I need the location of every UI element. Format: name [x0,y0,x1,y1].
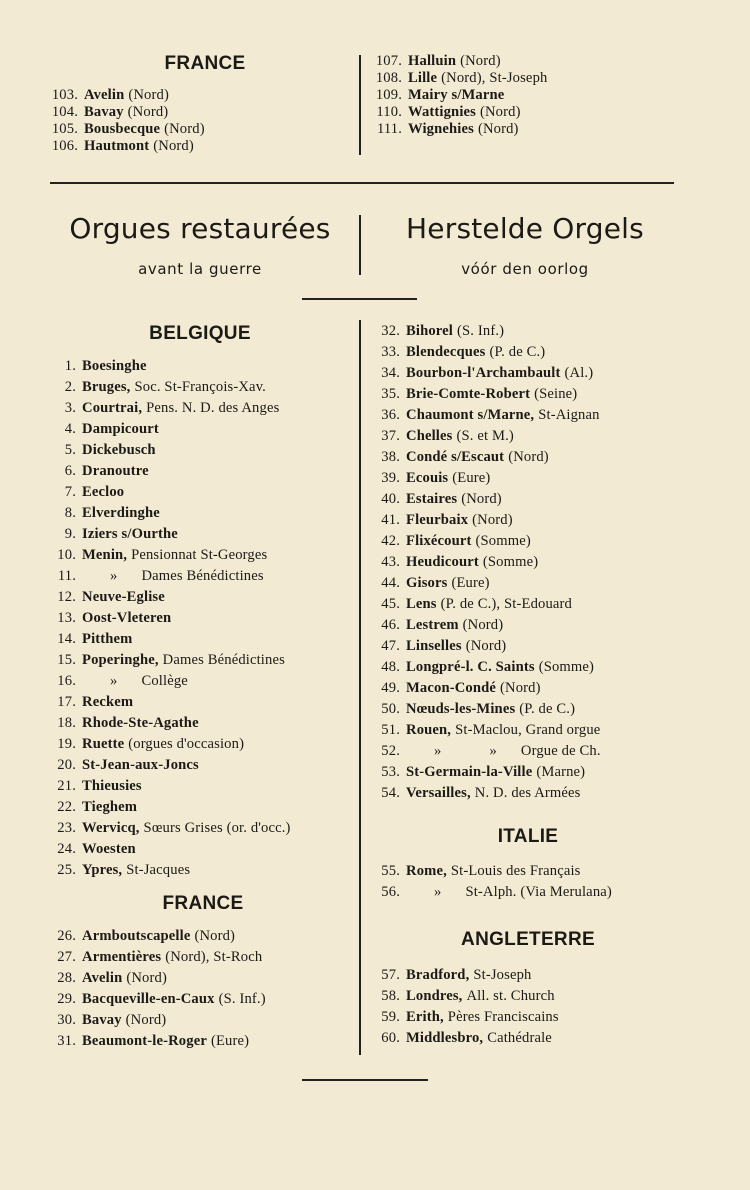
item-number: 26. [57,928,76,944]
list-item [374,104,547,121]
item-number: 11. [57,568,76,584]
item-number: 10. [57,547,76,563]
right-subtitle: vóór den oorlog [461,260,589,278]
ditto-mark: » [434,743,442,759]
item-number: 108. [375,70,402,86]
place-detail: (Somme) [538,659,595,675]
item-number: 5. [64,442,76,458]
place-name: Reckem [82,694,134,710]
place-detail: Pensionnat St-Georges [131,547,268,563]
item-number: 44. [381,575,400,591]
list-item [374,678,601,699]
place-name: Boesinghe [82,358,147,374]
place-name: Dranoutre [82,463,149,479]
place-name: Bourbon-l'Archambault [406,365,561,381]
list-item [50,356,291,377]
list-item [50,104,205,121]
item-number: 40. [381,491,400,507]
place-detail: St-Aignan [538,407,600,423]
item-number: 52. [381,743,400,759]
list-item [50,947,266,968]
list-item [374,384,601,405]
list-item [50,587,291,608]
item-number: 45. [381,596,400,612]
place-detail: (Nord) [508,449,549,465]
list-item [374,70,547,87]
place-name: Chelles [406,428,453,444]
list-item [50,692,291,713]
list-item [374,552,601,573]
item-number: 104. [51,104,78,120]
place-name: Wattignies [408,104,476,120]
place-detail: (P. de C.), St-Edouard [440,596,572,612]
place-detail: (P. de C.) [489,344,546,360]
item-number: 60. [381,1030,400,1046]
item-number: 50. [381,701,400,717]
place-name: Bavay [82,1012,122,1028]
place-detail: (Nord) [127,104,169,120]
place-name: Halluin [408,53,457,69]
list-item [374,121,547,138]
place-detail: (S. et M.) [456,428,514,444]
france-list [50,926,266,1052]
place-name: Rhode-Ste-Agathe [82,715,199,731]
item-number: 58. [381,988,400,1004]
place-name: Wignehies [408,121,474,137]
place-detail: Soc. St-François-Xav. [134,379,266,395]
item-number: 109. [375,87,402,103]
item-number: 107. [375,53,402,69]
list-item [374,573,601,594]
place-name: Gisors [406,575,448,591]
place-detail: (Seine) [534,386,578,402]
list-item [374,426,601,447]
place-detail: (Eure) [452,470,491,486]
place-detail: (Nord) [462,617,504,633]
place-name: Elverdinghe [82,505,160,521]
item-number: 56. [381,884,400,900]
item-number: 8. [64,505,76,521]
place-name: St-Jean-aux-Joncs [82,757,199,773]
item-number: 59. [381,1009,400,1025]
place-name: Fleurbaix [406,512,469,528]
belgique-list [50,356,291,881]
list-item [50,968,266,989]
place-name: Rome, [406,863,447,879]
item-number: 35. [381,386,400,402]
item-number: 53. [381,764,400,780]
place-detail: (S. Inf.) [218,991,266,1007]
item-number: 1. [64,358,76,374]
left-subtitle: avant la guerre [138,260,262,278]
italie-heading: ITALIE [497,826,559,847]
list-item [50,398,291,419]
place-detail: (Nord) [472,512,513,528]
place-detail: (Nord) [128,87,169,103]
list-item [50,797,291,818]
list-item [50,755,291,776]
france-heading: FRANCE [162,893,244,914]
item-number: 46. [381,617,400,633]
top-left-list [50,87,205,155]
place-detail: Cathédrale [487,1030,552,1046]
list-item [374,657,601,678]
list-item [374,53,547,70]
top-france-heading: FRANCE [164,53,246,74]
column-divider [359,320,361,1055]
item-number: 14. [57,631,76,647]
place-detail: Pens. N. D. des Anges [146,400,280,416]
item-number: 2. [64,379,76,395]
list-item [50,524,291,545]
place-detail: All. st. Church [466,988,555,1004]
place-name: Bavay [84,104,124,120]
italie-list [374,861,612,903]
item-number: 22. [57,799,76,815]
angleterre-list [374,965,559,1049]
list-item [50,138,205,155]
list-item [50,1010,266,1031]
list-item [50,1031,266,1052]
place-detail: Sœurs Grises (or. d'occ.) [143,820,291,836]
place-name: Menin, [82,547,128,563]
item-number: 34. [381,365,400,381]
list-item [374,741,601,762]
place-name: St-Germain-la-Ville [406,764,533,780]
place-name: Rouen, [406,722,452,738]
ditto-mark: » [110,568,118,584]
list-item [374,87,547,104]
place-detail: Dames Bénédictines [141,568,264,584]
place-detail: (Nord) [125,1012,167,1028]
item-number: 12. [57,589,76,605]
item-number: 29. [57,991,76,1007]
item-number: 43. [381,554,400,570]
item-number: 36. [381,407,400,423]
place-detail: St-Joseph [473,967,532,983]
list-item [374,531,601,552]
list-item [50,818,291,839]
place-name: Avelin [84,87,125,103]
place-detail: (Eure) [210,1033,250,1049]
item-number: 19. [57,736,76,752]
place-name: Tieghem [82,799,138,815]
item-number: 20. [57,757,76,773]
list-item [50,482,291,503]
item-number: 111. [376,121,402,137]
place-name: Bihorel [406,323,453,339]
place-name: Chaumont s/Marne, [406,407,535,423]
item-number: 48. [381,659,400,675]
item-number: 54. [381,785,400,801]
item-number: 41. [381,512,400,528]
list-item [50,87,205,104]
item-number: 106. [51,138,78,154]
list-item [50,671,291,692]
place-detail: (Marne) [536,764,586,780]
place-detail: (Nord) [461,491,502,507]
item-number: 47. [381,638,400,654]
top-right-list [374,53,547,138]
title-rule [302,298,417,300]
list-item [374,965,559,986]
place-name: Wervicq, [82,820,140,836]
place-name: Bacqueville-en-Caux [82,991,215,1007]
place-name: Brie-Comte-Robert [406,386,531,402]
place-name: Londres, [406,988,463,1004]
section-rule [50,182,674,184]
list-item [50,608,291,629]
item-number: 110. [376,104,402,120]
place-detail: N. D. des Armées [474,785,581,801]
place-name: Lens [406,596,437,612]
ditto-mark: » [489,743,497,759]
place-name: Iziers s/Ourthe [82,526,178,542]
place-name: Bradford, [406,967,470,983]
list-item [50,503,291,524]
place-detail: Pères Franciscains [447,1009,559,1025]
item-number: 23. [57,820,76,836]
place-name: Middlesbro, [406,1030,484,1046]
item-number: 13. [57,610,76,626]
place-name: Oost-Vleteren [82,610,172,626]
list-item [50,734,291,755]
list-item [50,566,291,587]
item-number: 6. [64,463,76,479]
top-column-divider [359,55,361,155]
place-name: Bruges, [82,379,131,395]
place-detail: (Somme) [475,533,531,549]
item-number: 55. [381,863,400,879]
place-name: Courtrai, [82,400,143,416]
list-item [374,447,601,468]
list-item [50,461,291,482]
place-detail: (Nord) [479,104,521,120]
item-number: 32. [381,323,400,339]
place-name: Longpré-l. C. Saints [406,659,535,675]
item-number: 28. [57,970,76,986]
place-name: Macon-Condé [406,680,497,696]
item-number: 9. [64,526,76,542]
place-detail: (Nord) [460,53,501,69]
item-number: 7. [64,484,76,500]
title-divider [359,215,361,275]
place-name: Dickebusch [82,442,156,458]
ditto-mark: » [110,673,118,689]
list-item [374,1028,559,1049]
list-item [50,419,291,440]
item-number: 4. [64,421,76,437]
left-title: Orgues restaurées [69,212,331,245]
place-detail: (orgues d'occasion) [128,736,245,752]
list-item [50,926,266,947]
place-detail: (Nord) [194,928,236,944]
place-name: Thieusies [82,778,142,794]
list-item [50,440,291,461]
list-item [374,363,601,384]
item-number: 17. [57,694,76,710]
place-name: Versailles, [406,785,471,801]
list-item [374,699,601,720]
angleterre-heading: ANGLETERRE [461,929,595,950]
place-name: Neuve-Eglise [82,589,165,605]
place-detail: Dames Bénédictines [162,652,285,668]
place-detail: Collège [141,673,188,689]
place-name: Ypres, [82,862,123,878]
list-item [50,121,205,138]
item-number: 38. [381,449,400,465]
ditto-mark: » [434,884,442,900]
place-name: Condé s/Escaut [406,449,505,465]
place-name: Lestrem [406,617,459,633]
place-name: Dampicourt [82,421,159,437]
list-item [50,776,291,797]
list-item [374,783,601,804]
list-item [374,405,601,426]
place-name: Pitthem [82,631,133,647]
item-number: 33. [381,344,400,360]
place-detail: (Nord) [465,638,507,654]
place-detail: (Nord) [164,121,205,137]
place-name: Armentières [82,949,162,965]
item-number: 16. [57,673,76,689]
list-item [374,594,601,615]
place-name: Heudicourt [406,554,479,570]
place-detail: (Nord) [126,970,167,986]
place-name: Linselles [406,638,462,654]
place-detail: St-Louis des Français [450,863,581,879]
list-item [50,545,291,566]
item-number: 15. [57,652,76,668]
item-number: 49. [381,680,400,696]
place-name: Ecouis [406,470,449,486]
place-detail: (Nord), St-Roch [165,949,263,965]
item-number: 51. [381,722,400,738]
list-item [374,489,601,510]
item-number: 21. [57,778,76,794]
item-number: 37. [381,428,400,444]
item-number: 30. [57,1012,76,1028]
place-name: Ruette [82,736,125,752]
list-item [374,986,559,1007]
list-item [50,839,291,860]
list-item [50,713,291,734]
item-number: 24. [57,841,76,857]
place-name: Eecloo [82,484,125,500]
place-detail: St-Jacques [126,862,191,878]
list-item [374,720,601,741]
place-name: Mairy s/Marne [408,87,505,103]
list-item [374,1007,559,1028]
place-detail: (Eure) [451,575,490,591]
place-detail: (S. Inf.) [457,323,505,339]
place-name: Lille [408,70,438,86]
item-number: 105. [51,121,78,137]
list-item [374,762,601,783]
list-item [374,882,612,903]
list-item [50,989,266,1010]
right-title: Herstelde Orgels [406,212,644,245]
place-name: Flixécourt [406,533,472,549]
place-name: Armboutscapelle [82,928,191,944]
place-detail: (Nord) [477,121,519,137]
place-name: Avelin [82,970,123,986]
place-name: Blendecques [406,344,486,360]
item-number: 31. [57,1033,76,1049]
place-detail: (Nord) [500,680,541,696]
place-detail: (Al.) [564,365,594,381]
france-continued-list [374,321,601,804]
place-name: Nœuds-les-Mines [406,701,516,717]
list-item [50,629,291,650]
place-name: Hautmont [84,138,150,154]
place-name: Bousbecque [84,121,161,137]
place-detail: St-Maclou, Grand orgue [455,722,601,738]
bottom-rule [302,1079,428,1081]
list-item [50,650,291,671]
place-detail: (Nord) [153,138,194,154]
list-item [374,510,601,531]
list-item [374,615,601,636]
item-number: 27. [57,949,76,965]
list-item [50,860,291,881]
place-detail: (P. de C.) [519,701,576,717]
place-detail: Orgue de Ch. [520,743,601,759]
list-item [374,636,601,657]
item-number: 3. [64,400,76,416]
item-number: 103. [51,87,78,103]
place-detail: (Somme) [482,554,539,570]
place-name: Erith, [406,1009,444,1025]
item-number: 18. [57,715,76,731]
item-number: 39. [381,470,400,486]
list-item [374,861,612,882]
place-detail: (Nord), St-Joseph [441,70,548,86]
item-number: 57. [381,967,400,983]
belgique-heading: BELGIQUE [149,323,251,344]
item-number: 42. [381,533,400,549]
place-detail: St-Alph. (Via Merulana) [465,884,612,900]
list-item [50,377,291,398]
item-number: 25. [57,862,76,878]
place-name: Poperinghe, [82,652,159,668]
list-item [374,468,601,489]
list-item [374,342,601,363]
place-name: Woesten [82,841,136,857]
place-name: Beaumont-le-Roger [82,1033,207,1049]
place-name: Estaires [406,491,458,507]
list-item [374,321,601,342]
